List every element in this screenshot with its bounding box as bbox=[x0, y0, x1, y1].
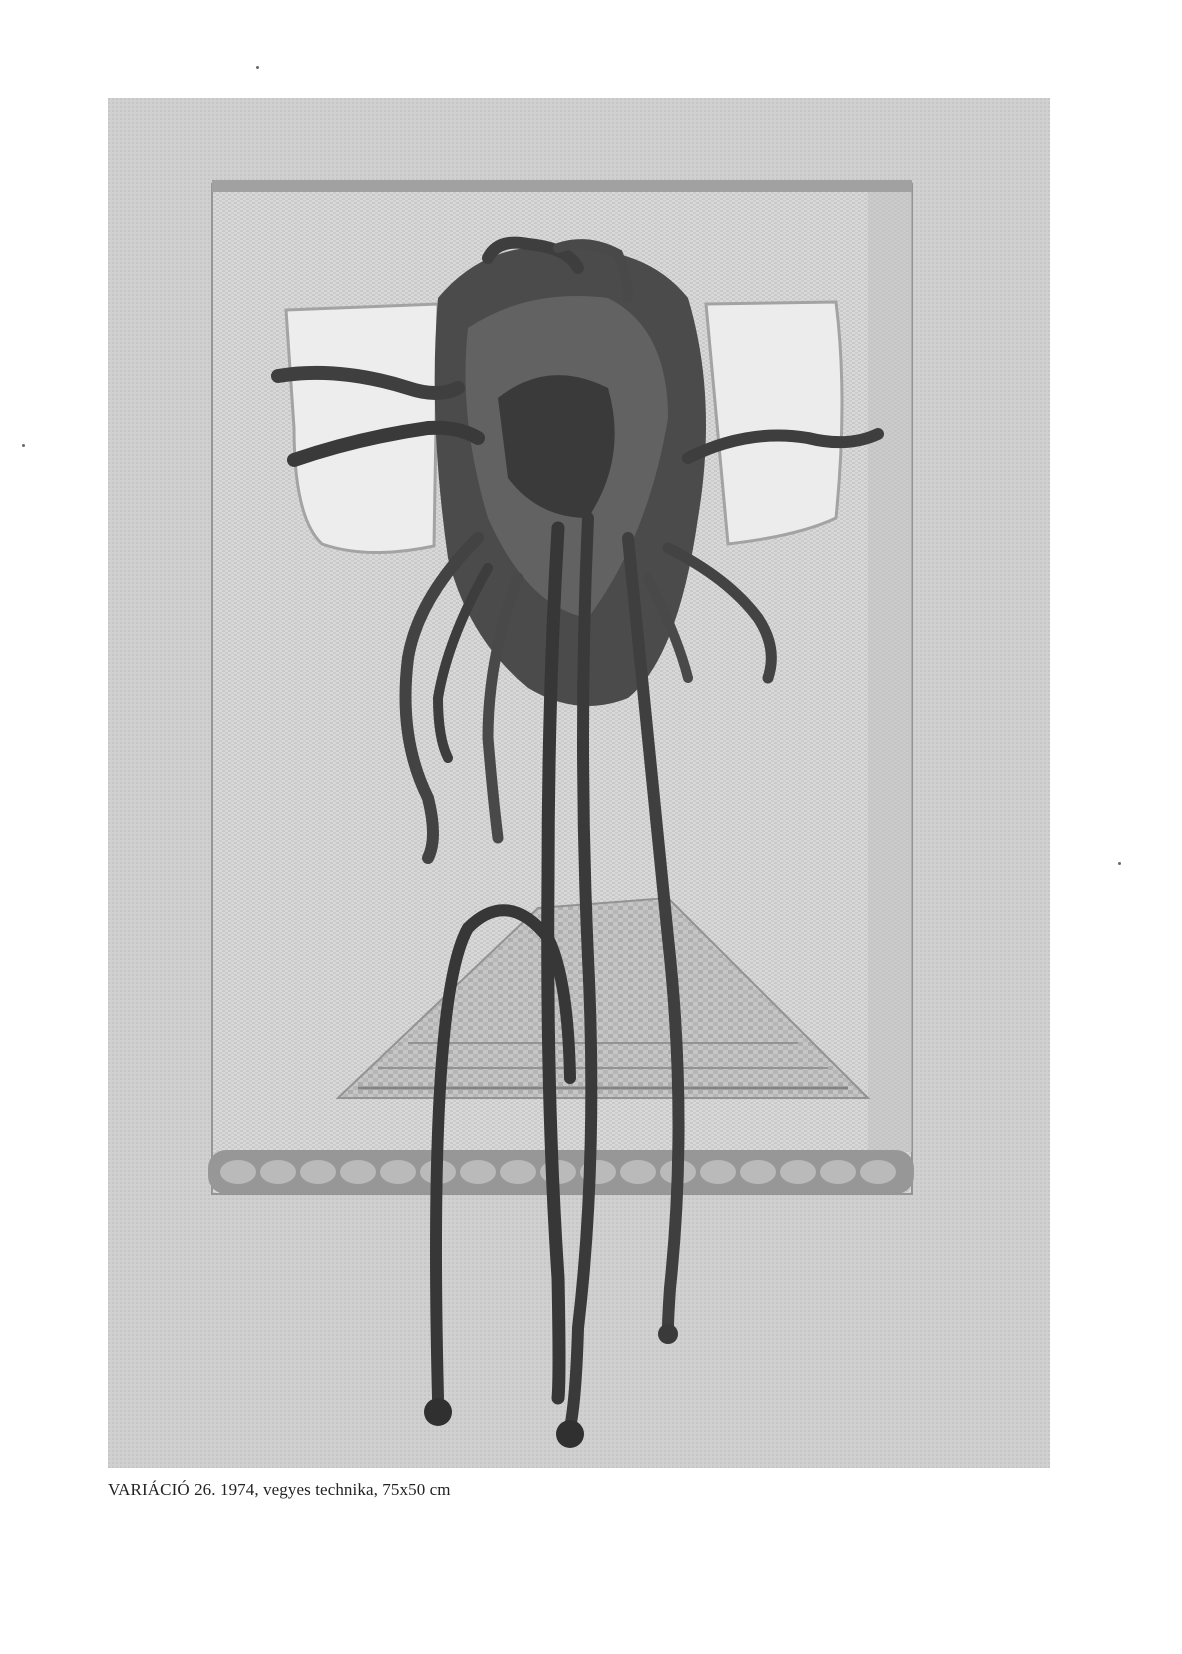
dust-speck bbox=[256, 66, 259, 69]
artwork-photograph bbox=[108, 98, 1050, 1468]
figure-caption: VARIÁCIÓ 26. 1974, vegyes technika, 75x50 cm bbox=[108, 1480, 451, 1499]
dust-speck bbox=[22, 444, 25, 447]
dust-speck bbox=[1118, 862, 1121, 865]
